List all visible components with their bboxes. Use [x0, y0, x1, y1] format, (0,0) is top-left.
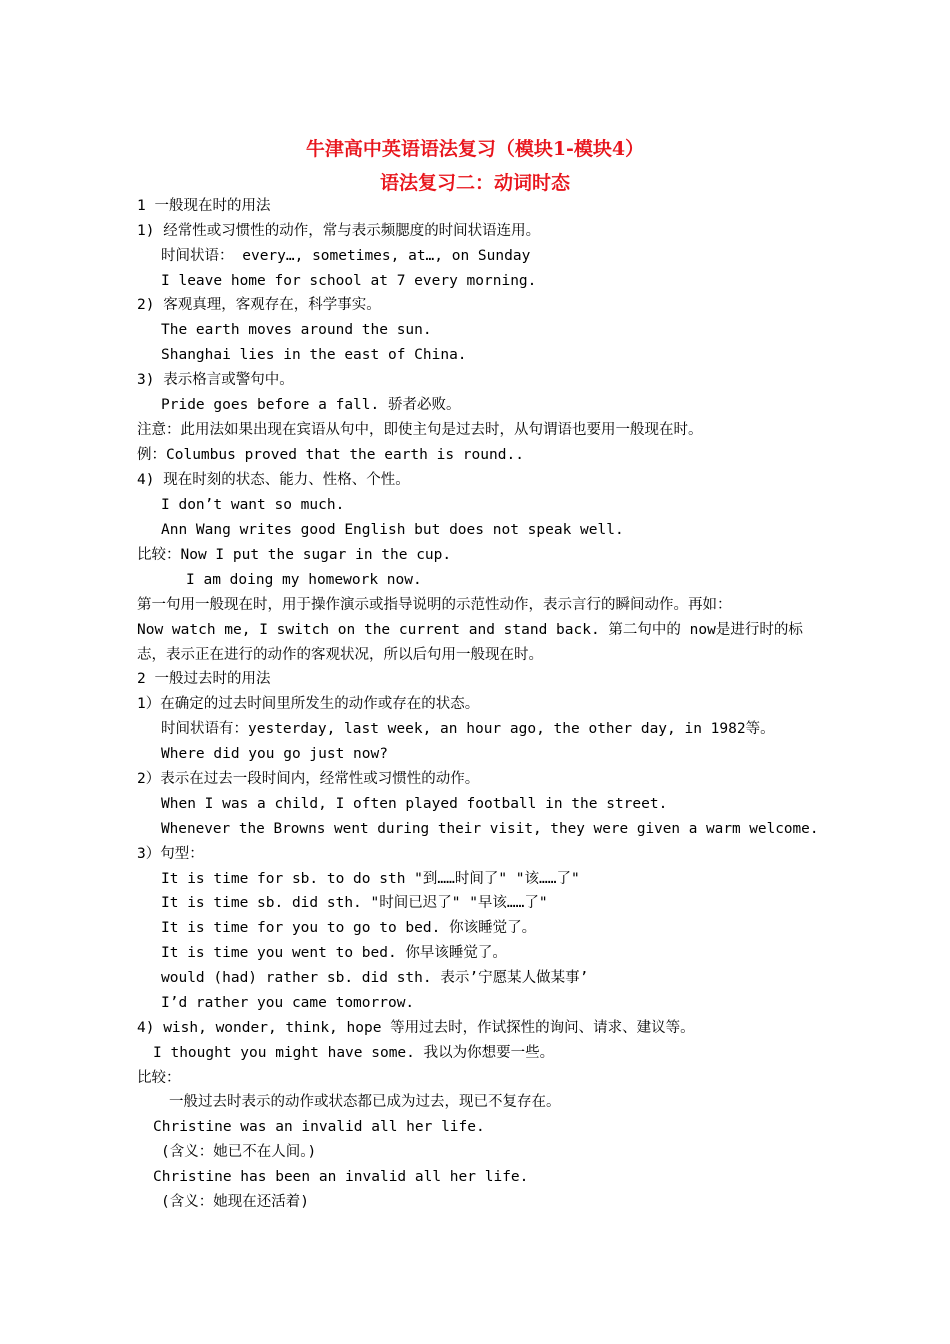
document-subtitle: 语法复习二：动词时态	[379, 172, 570, 194]
example-line: Shanghai lies in the east of China.	[161, 347, 467, 363]
example-line: I am doing my homework now.	[186, 572, 422, 588]
text-line: (含义：她现在还活着)	[161, 1194, 309, 1210]
example-line: I thought you might have some. 我以为你想要一些。	[153, 1045, 555, 1061]
text-line: 3）句型：	[137, 846, 204, 862]
example-line: It is time you went to bed. 你早该睡觉了。	[161, 945, 507, 961]
text-line: 1）在确定的过去时间里所发生的动作或存在的状态。	[137, 696, 480, 712]
text-line: 第一句用一般现在时，用于操作演示或指导说明的示范性动作，表示言行的瞬间动作。再如：	[137, 597, 732, 613]
text-line: 时间状语有：yesterday, last week, an hour ago, the other day, in 1982等。	[161, 721, 775, 737]
text-line: 4) 现在时刻的状态、能力、性格、个性。	[137, 472, 410, 488]
example-line: It is time sb. did sth. "时间已迟了" "早该……了"	[161, 895, 548, 911]
example-line: 例：Columbus proved that the earth is round..	[137, 447, 524, 463]
text-line: 4) wish, wonder, think, hope 等用过去时，作试探性的询问、请求、建议等。	[137, 1020, 695, 1036]
example-line: Christine was an invalid all her life.	[153, 1119, 485, 1135]
text-line: 2）表示在过去一段时间内，经常性或习惯性的动作。	[137, 771, 480, 787]
text-line: 2) 客观真理，客观存在，科学事实。	[137, 297, 381, 313]
example-line: When I was a child, I often played football in the street.	[161, 796, 668, 812]
text-line: 3) 表示格言或警句中。	[137, 372, 294, 388]
comparison-line: 比较：Now I put the sugar in the cup.	[137, 547, 452, 563]
section-heading: 1 一般现在时的用法	[137, 198, 271, 214]
example-line: It is time for you to go to bed. 你该睡觉了。	[161, 920, 537, 936]
example-line: Christine has been an invalid all her life.	[153, 1169, 529, 1185]
example-line: Pride goes before a fall. 骄者必败。	[161, 397, 461, 413]
example-line: Where did you go just now?	[161, 746, 388, 762]
example-line: I leave home for school at 7 every morning.	[161, 273, 537, 289]
example-line: would (had) rather sb. did sth. 表示’宁愿某人做某事’	[161, 970, 589, 986]
example-line: Whenever the Browns went during their visit, they were given a warm welcome.	[161, 821, 819, 837]
example-line: I’d rather you came tomorrow.	[161, 995, 415, 1011]
example-line: The earth moves around the sun.	[161, 322, 432, 338]
comparison-line: 比较：	[137, 1070, 181, 1086]
example-line: I don’t want so much.	[161, 497, 345, 513]
document-title: 牛津高中英语语法复习（模块1-模块4）	[305, 138, 645, 160]
note-line: 注意：此用法如果出现在宾语从句中，即使主句是过去时，从句谓语也要用一般现在时。	[137, 422, 703, 438]
text-line: Now watch me, I switch on the current and stand back. 第二句中的 now是进行时的标	[137, 622, 803, 638]
text-line: 时间状语： every…, sometimes, at…, on Sunday	[161, 248, 531, 264]
text-line: 一般过去时表示的动作或状态都已成为过去，现已不复存在。	[169, 1094, 561, 1110]
text-line: (含义：她已不在人间。)	[161, 1144, 317, 1160]
text-line: 1) 经常性或习惯性的动作，常与表示频腮度的时间状语连用。	[137, 223, 541, 239]
text-line: 志，表示正在进行的动作的客观状况，所以后句用一般现在时。	[137, 647, 543, 663]
section-heading: 2 一般过去时的用法	[137, 671, 271, 687]
example-line: It is time for sb. to do sth "到……时间了" "该……了"	[161, 871, 580, 887]
example-line: Ann Wang writes good English but does not speak well.	[161, 522, 624, 538]
